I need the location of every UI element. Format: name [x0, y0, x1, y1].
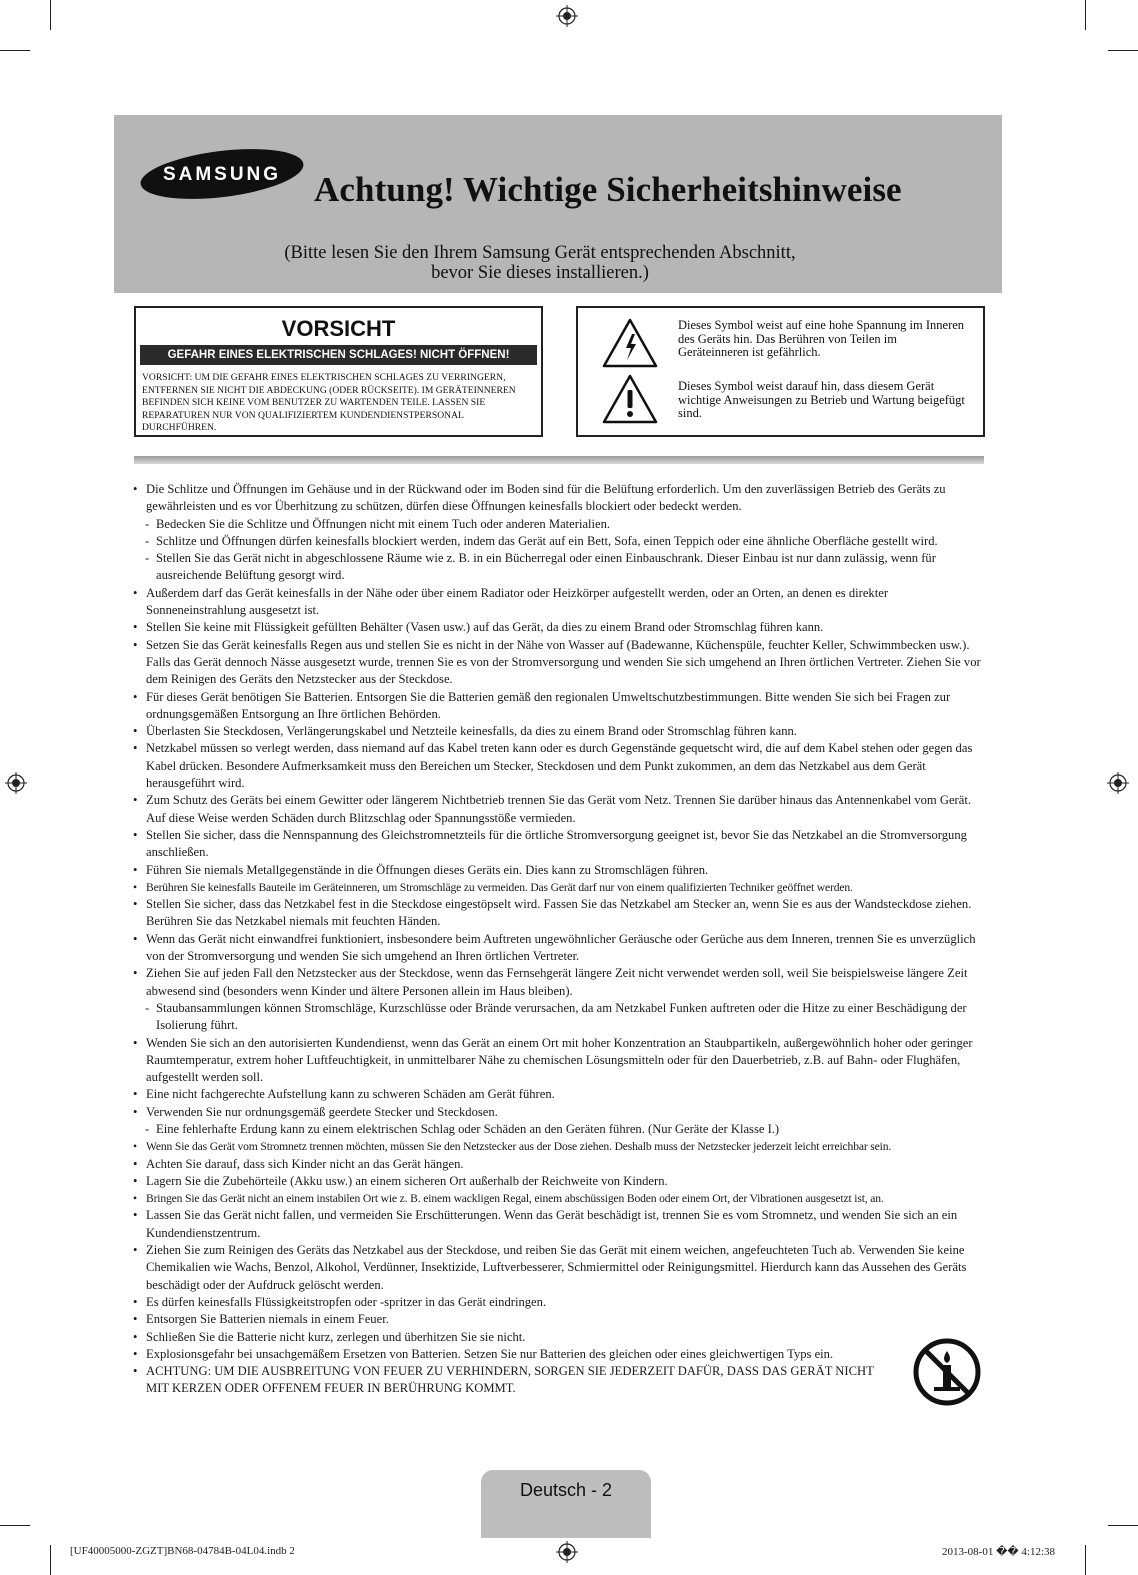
list-item: • Setzen Sie das Gerät keinesfalls Regen aus und stellen Sie es nicht in der Nähe von Wasser auf (Badewanne, Küchenspüle, feuchter Keller, Schwimmbecken usw.). Falls das Gerät dennoch Nässe ausgesetzt wurde, trennen Sie es von der Stromversorgung und wenden Sie sich umgehend an Ihren örtlichen Vertreter. Ziehen Sie vor dem Reinigen des Geräts den Netzstecker aus der Steckdose. — [130, 637, 986, 689]
page-subtitle — [230, 243, 850, 283]
list-item: • Zum Schutz des Geräts bei einem Gewitter oder längerem Nichtbetrieb trennen Sie das Gerät vom Netz. Trennen Sie darüber hinaus das Antennenkabel vom Gerät. Auf diese Weise werden Schäden durch Blitzschlag oder Spannungsstöße vermieden. — [130, 792, 986, 827]
caution-title: VORSICHT — [281, 316, 396, 341]
no-candles-icon — [912, 1337, 982, 1407]
footer-timestamp: 2013-08-01 �� 4:12:38 — [942, 1546, 1055, 1558]
list-item: • Wenden Sie sich an den autorisierten Kundendienst, wenn das Gerät an einem Ort mit hoher Konzentration an Staubpartikeln, außergewöhnlich hoher oder geringer Raumtemperatur, extrem hoher Luftfeuchtigkeit, in unmittelbarer Nähe zu chemischen Lösungsmitteln oder für den Dauerbetrieb, z.B. auf Bahn- oder Flughäfen, aufgestellt werden soll. — [130, 1035, 986, 1087]
list-item: • Netzkabel müssen so verlegt werden, dass niemand auf das Kabel treten kann oder es durch Gegenstände gequetscht wird, die auf dem Kabel stehen oder gegen das Kabel drücken. Besondere Aufmerksamkeit muss den Bereichen um Stecker, Steckdosen und dem Punkt zukommen, an dem das Netzkabel aus dem Gerät herausgeführt wird. — [130, 740, 986, 792]
logo-text: SAMSUNG — [162, 164, 282, 185]
list-item: • Stellen Sie sicher, dass das Netzkabel fest in die Steckdose eingestöpselt wird. Fassen Sie das Netzkabel am Stecker an, wenn Sie es aus der Wandsteckdose ziehen. Berühren Sie das Netzkabel niemals mit feuchten Händen. — [130, 896, 986, 931]
exclamation-symbol-text: Dieses Symbol weist darauf hin, dass diesem Gerät wichtige Anweisungen zu Betrieb und Wartung beigefügt sind. — [678, 379, 965, 420]
exclamation-warning-icon — [602, 374, 658, 424]
caution-warning-bar: GEFAHR EINES ELEKTRISCHEN SCHLAGES! NICHT ÖFFNEN! — [140, 345, 537, 365]
crop-mark — [1085, 0, 1086, 30]
subtitle-line: bevor Sie dieses installieren.) — [431, 263, 649, 283]
list-item: • Verwenden Sie nur ordnungsgemäß geerdete Stecker und Steckdosen. — [130, 1104, 986, 1121]
list-item: • Führen Sie niemals Metallgegenstände in die Öffnungen dieses Geräts ein. Dies kann zu Stromschlägen führen. — [130, 862, 986, 879]
list-item: • Entsorgen Sie Batterien niemals in einem Feuer. — [130, 1311, 986, 1328]
list-item: • Ziehen Sie zum Reinigen des Geräts das Netzkabel aus der Steckdose, und reiben Sie das Gerät mit einem weichen, angefeuchteten Tuch ab. Verwenden Sie keine Chemikalien wie Wachs, Benzol, Alkohol, Verdünner, Insektizide, Luftverbesserer, Schmiermittel oder Reinigungsmittel. Hierdurch kann das Aussehen des Geräts beschädigt oder der Aufdruck gelöscht werden. — [130, 1242, 986, 1294]
list-item: • Stellen Sie sicher, dass die Nennspannung des Gleichstromnetzteils für die örtliche Stromversorgung geeignet ist, bevor Sie das Netzkabel an die Stromversorgung anschließen. — [130, 827, 986, 862]
list-item: • Wenn Sie das Gerät vom Stromnetz trennen möchten, müssen Sie den Netzstecker aus der Dose ziehen. Deshalb muss der Netzstecker jederzeit leicht erreichbar sein. — [130, 1138, 986, 1155]
list-subitem: - Bedecken Sie die Schlitze und Öffnungen nicht mit einem Tuch oder anderen Materialien. — [130, 516, 986, 533]
caution-box — [134, 306, 543, 437]
crop-mark — [1108, 1525, 1138, 1526]
list-item: • Lagern Sie die Zubehörteile (Akku usw.) an einem sicheren Ort außerhalb der Reichweite von Kindern. — [130, 1173, 986, 1190]
list-item: • Explosionsgefahr bei unsachgemäßem Ersetzen von Batterien. Setzen Sie nur Batterien des gleichen oder eines gleichwertigen Typs ein. — [130, 1346, 986, 1363]
samsung-logo — [138, 145, 306, 203]
list-item: • Wenn das Gerät nicht einwandfrei funktioniert, insbesondere beim Auftreten ungewöhnlicher Geräusche oder Gerüche aus dem Inneren, trennen Sie es unverzüglich von der Stromversorgung und wenden Sie sich umgehend an Ihren örtlichen Vertreter. — [130, 931, 986, 966]
list-subitem: - Eine fehlerhafte Erdung kann zu einem elektrischen Schlag oder Schäden an den Geräten führen. (Nur Geräte der Klasse I.) — [130, 1121, 986, 1138]
list-item: • Ziehen Sie auf jeden Fall den Netzstecker aus der Steckdose, wenn das Fernsehgerät längere Zeit nicht verwendet werden soll, weil Sie beispielsweise längere Zeit abwesend sind (besonders wenn Kinder und ältere Personen allein im Haus bleiben). — [130, 965, 986, 1000]
page-number: Deutsch - 2 — [519, 1480, 613, 1500]
registration-mark-icon — [1107, 772, 1129, 794]
list-item: • ACHTUNG: UM DIE AUSBREITUNG VON FEUER ZU VERHINDERN, SORGEN SIE JEDERZEIT DAFÜR, DASS DAS GERÄT NICHT MIT KERZEN ODER OFFENEM FEUER IN BERÜHRUNG KOMMT. — [130, 1363, 986, 1398]
registration-mark-icon — [556, 5, 578, 27]
list-item: • Achten Sie darauf, dass sich Kinder nicht an das Gerät hängen. — [130, 1156, 986, 1173]
subtitle-line: (Bitte lesen Sie den Ihrem Samsung Gerät entsprechenden Abschnitt, — [284, 243, 796, 263]
crop-mark — [1085, 1545, 1086, 1575]
list-item: • Berühren Sie keinesfalls Bauteile im Geräteinneren, um Stromschläge zu vermeiden. Das Gerät darf nur von einem qualifizierten Techniker geöffnet werden. — [130, 879, 986, 896]
page-number-tab — [481, 1470, 651, 1538]
crop-mark — [50, 0, 51, 30]
list-item: • Überlasten Sie Steckdosen, Verlängerungskabel und Netzteile keinesfalls, da dies zu einem Brand oder Stromschlag führen kann. — [130, 723, 986, 740]
registration-mark-icon — [5, 772, 27, 794]
symbol-explanation-box — [576, 306, 985, 437]
list-item: • Stellen Sie keine mit Flüssigkeit gefüllten Behälter (Vasen usw.) auf das Gerät, da dies zu einem Brand oder Stromschlag führen kann. — [130, 619, 986, 636]
crop-mark — [0, 50, 30, 51]
registration-mark-icon — [556, 1541, 578, 1563]
list-item: • Außerdem darf das Gerät keinesfalls in der Nähe oder über einem Radiator oder Heizkörper aufgestellt werden, oder an Orten, an denen es direkter Sonneneinstrahlung ausgesetzt ist. — [130, 585, 986, 620]
list-item: • Lassen Sie das Gerät nicht fallen, und vermeiden Sie Erschütterungen. Wenn das Gerät beschädigt ist, trennen Sie es vom Stromnetz, und wenden Sie sich an ein Kundendienstzentrum. — [130, 1207, 986, 1242]
list-item: • Eine nicht fachgerechte Aufstellung kann zu schweren Schäden am Gerät führen. — [130, 1086, 986, 1103]
list-subitem: - Staubansammlungen können Stromschläge, Kurzschlüsse oder Brände verursachen, da am Netzkabel Funken auftreten oder die Hitze zu einer Beschädigung der Isolierung führt. — [130, 1000, 986, 1035]
section-divider — [134, 456, 984, 464]
list-subitem: - Stellen Sie das Gerät nicht in abgeschlossene Räume wie z. B. in ein Bücherregal oder einen Einbauschrank. Dieser Einbau ist nur dann zulässig, wenn für ausreichende Belüftung gesorgt wird. — [130, 550, 986, 585]
crop-mark — [50, 1545, 51, 1575]
voltage-symbol-text: Dieses Symbol weist auf eine hohe Spannung im Inneren des Geräts hin. Das Berühren von Teilen im Geräteinneren ist gefährlich. — [678, 318, 965, 359]
list-item: • Für dieses Gerät benötigen Sie Batterien. Entsorgen Sie die Batterien gemäß den regionalen Umweltschutzbestimmungen. Bitte wenden Sie sich bei Fragen zur ordnungsgemäßen Entsorgung an Ihre örtlichen Behörden. — [130, 689, 986, 724]
high-voltage-warning-icon — [602, 318, 658, 368]
crop-mark — [1108, 50, 1138, 51]
crop-mark — [0, 1525, 30, 1526]
list-item: • Es dürfen keinesfalls Flüssigkeitstropfen oder -spritzer in das Gerät eindringen. — [130, 1294, 986, 1311]
safety-instructions-list — [130, 481, 986, 1398]
page-title: Achtung! Wichtige Sicherheitshinweise — [314, 170, 902, 209]
footer-file-name: [UF40005000-ZGZT]BN68-04784B-04L04.indb 2 — [70, 1545, 295, 1557]
list-item: • Die Schlitze und Öffnungen im Gehäuse und in der Rückwand oder im Boden sind für die Belüftung erforderlich. Um den zuverlässigen Betrieb des Geräts zu gewährleisten und es vor Überhitzung zu schützen, dürfen diese Öffnungen keinesfalls blockiert oder bedeckt werden. — [130, 481, 986, 516]
caution-text: VORSICHT: UM DIE GEFAHR EINES ELEKTRISCHEN SCHLAGES ZU VERRINGERN, ENTFERNEN SIE NICHT DIE ABDECKUNG (ODER RÜCKSEITE). IM GERÄTEINNEREN BEFINDEN SICH KEINE VOM BENUTZER ZU WARTENDEN TEILE. LASSEN SIE REPARATUREN NUR VON QUALIFIZIERTEM KUNDENDIENSTPERSONAL DURCHFÜHREN. — [142, 372, 516, 433]
list-subitem: - Schlitze und Öffnungen dürfen keinesfalls blockiert werden, indem das Gerät auf ein Bett, Sofa, einen Teppich oder eine ähnliche Oberfläche gestellt wird. — [130, 533, 986, 550]
list-item: • Bringen Sie das Gerät nicht an einem instabilen Ort wie z. B. einem wackligen Regal, einem abschüssigen Boden oder einem Ort, der Vibrationen ausgesetzt ist, an. — [130, 1190, 986, 1207]
list-item: • Schließen Sie die Batterie nicht kurz, zerlegen und überhitzen Sie sie nicht. — [130, 1329, 986, 1346]
